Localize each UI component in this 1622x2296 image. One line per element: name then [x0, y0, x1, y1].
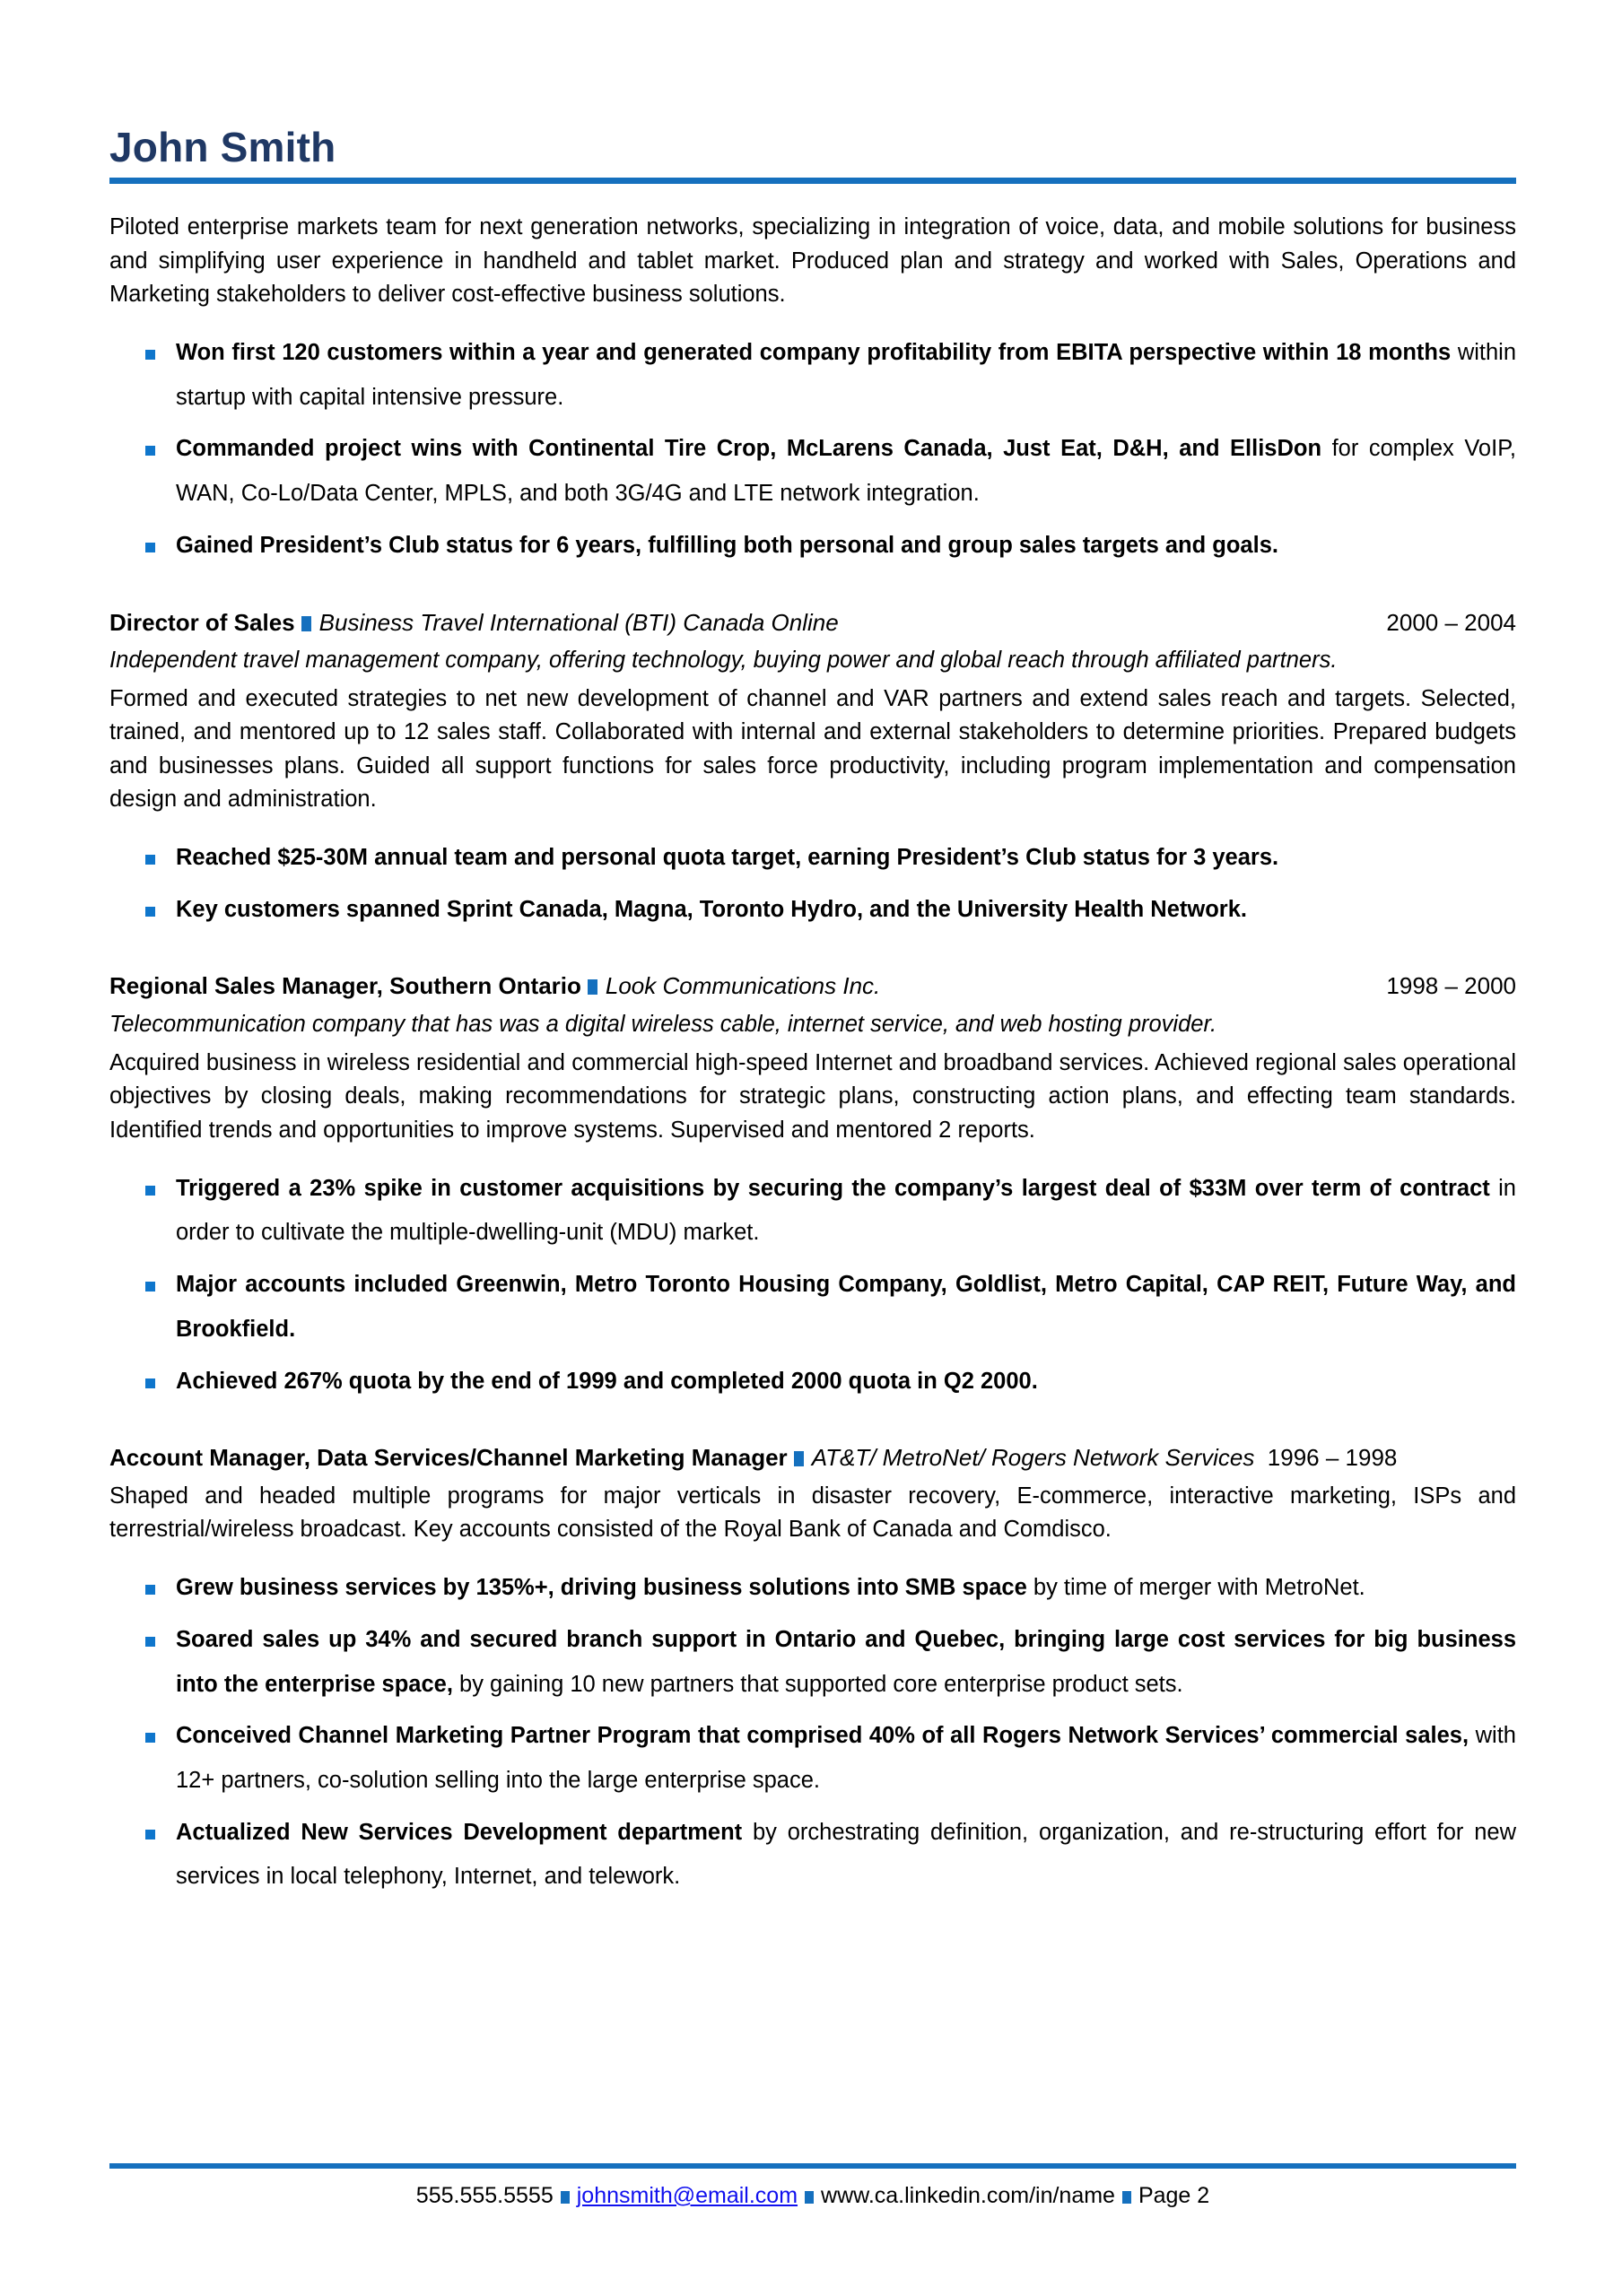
bullet-text: in order to cultivate the multiple-dwelling-unit (MDU) market. [176, 1175, 1516, 1246]
square-separator-icon [588, 979, 597, 995]
page-title: John Smith [109, 124, 336, 170]
square-separator-icon [805, 2191, 814, 2204]
job-bullet-list [109, 1566, 1516, 1900]
square-bullet-icon [145, 1830, 155, 1839]
square-bullet-icon [145, 446, 155, 456]
footer-email-link[interactable]: johnsmith@email.com [576, 2183, 798, 2208]
job-description: Formed and executed strategies to net new development of channel and VAR partners and extend sales reach and targets. Selected, trained, and mentored up to 12 sales staff. Collaborated with internal and external stakeholders to determine priorities. Prepared budgets and businesses plans. Guided all support functions for sales force productivity, including program implementation and compensation design and administration. [109, 686, 1516, 812]
bullet-emphasis-text: Reached $25-30M annual team and personal quota target, earning President’s Club status for 3 years. [176, 845, 1279, 871]
bullet-emphasis-text: Commanded project wins with Continental Tire Crop, McLarens Canada, Just Eat, D&H, and EllisDon [176, 436, 1322, 462]
square-bullet-icon [145, 1378, 155, 1388]
bullet-emphasis-text: Soared sales up 34% and secured branch support in Ontario and Quebec, bringing large cost services for big business into the enterprise space, [176, 1626, 1516, 1697]
job-description: Shaped and headed multiple programs for major verticals in disaster recovery, E-commerce, interactive marketing, ISPs and terrestrial/wireless broadcast. Key accounts consisted of the Royal Bank of Canada and Comdisco. [109, 1483, 1516, 1542]
job-description: Acquired business in wireless residential and commercial high-speed Internet and broadband services. Achieved regional sales operational objectives by closing deals, making recommendations for strategic plans, constructing action plans, and effecting team standards. Identified trends and opportunities to improve systems. Supervised and mentored 2 reports. [109, 1050, 1516, 1143]
job-title: Account Manager, Data Services/Channel Marketing Manager [109, 1444, 788, 1472]
bullet-text: for complex VoIP, WAN, Co-Lo/Data Center, MPLS, and both 3G/4G and LTE network integration. [176, 436, 1516, 507]
header-divider [109, 178, 1516, 184]
company-description: Telecommunication company that has was a digital wireless cable, internet service, and web hosting provider. [109, 1011, 1217, 1037]
experience-sections [109, 606, 1516, 1900]
experience-entry [109, 606, 1516, 933]
square-separator-icon [301, 616, 311, 631]
job-heading [109, 606, 1516, 639]
bullet-item [109, 1360, 1516, 1405]
job-dates: 1996 – 1998 [1267, 1444, 1398, 1472]
job-company: AT&T/ MetroNet/ Rogers Network Services [811, 1444, 1255, 1472]
bullet-item [109, 888, 1516, 933]
footer-linkedin: www.ca.linkedin.com/in/name [821, 2183, 1115, 2208]
bullet-item [109, 836, 1516, 881]
bullet-item [109, 1263, 1516, 1352]
bullet-item [109, 1618, 1516, 1707]
square-bullet-icon [145, 855, 155, 865]
square-bullet-icon [145, 1186, 155, 1196]
job-company: Look Communications Inc. [605, 972, 881, 1000]
job-title: Director of Sales [109, 608, 295, 636]
intro-bullet-list [109, 331, 1516, 569]
intro-paragraph: Piloted enterprise markets team for next generation networks, specializing in integration of voice, data, and mobile solutions for business and simplifying user experience in handheld and tablet market. Produced plan and strategy and worked with Sales, Operations and Marketing stakeholders to deliver cost-effective business solutions. [109, 214, 1516, 307]
bullet-item [109, 331, 1516, 420]
job-bullet-list [109, 836, 1516, 932]
job-heading-left [109, 970, 880, 1002]
square-bullet-icon [145, 1733, 155, 1743]
bullet-emphasis-text: Conceived Channel Marketing Partner Program that comprised 40% of all Rogers Network Services’ commercial sales, [176, 1723, 1469, 1749]
square-bullet-icon [145, 1585, 155, 1595]
square-separator-icon [794, 1451, 804, 1466]
bullet-item [109, 427, 1516, 516]
bullet-text: by time of merger with MetroNet. [1026, 1575, 1365, 1601]
bullet-emphasis-text: Key customers spanned Sprint Canada, Magna, Toronto Hydro, and the University Health Network. [176, 896, 1247, 922]
bullet-emphasis-text: Won first 120 customers within a year and generated company profitability from EBITA perspective within 18 months [176, 339, 1452, 365]
bullet-emphasis-text: Actualized New Services Development department [176, 1819, 743, 1845]
square-bullet-icon [145, 1282, 155, 1292]
footer-page-number: Page 2 [1138, 2183, 1210, 2208]
job-bullet-list [109, 1167, 1516, 1405]
footer-phone: 555.555.5555 [415, 2183, 554, 2208]
square-separator-icon [561, 2191, 570, 2204]
square-separator-icon [1122, 2191, 1131, 2204]
square-bullet-icon [145, 1637, 155, 1647]
resume-content [109, 0, 1516, 1900]
square-bullet-icon [145, 350, 155, 360]
job-heading-left [109, 1441, 1516, 1474]
bullet-text: by gaining 10 new partners that supported core enterprise product sets. [452, 1671, 1183, 1697]
job-title: Regional Sales Manager, Southern Ontario [109, 972, 581, 1000]
job-heading [109, 970, 1516, 1002]
job-dates: 2000 – 2004 [1386, 608, 1516, 636]
square-bullet-icon [145, 907, 155, 917]
footer-divider [109, 2163, 1516, 2169]
page-footer [109, 2163, 1516, 2211]
job-heading-left [109, 606, 839, 639]
bullet-item [109, 1811, 1516, 1900]
bullet-text: by orchestrating definition, organization, and re-structuring effort for new services in local telephony, Internet, and telework. [176, 1819, 1516, 1890]
experience-entry [109, 1441, 1516, 1900]
bullet-emphasis-text: Triggered a 23% spike in customer acquisitions by securing the company’s largest deal of $33M over term of contract [176, 1175, 1490, 1201]
bullet-emphasis-text: Grew business services by 135%+, driving business solutions into SMB space [176, 1575, 1027, 1601]
bullet-emphasis-text: Major accounts included Greenwin, Metro Toronto Housing Company, Goldlist, Metro Capital, CAP REIT, Future Way, and Brookfield. [176, 1272, 1516, 1342]
bullet-text: with 12+ partners, co-solution selling into the large enterprise space. [176, 1723, 1516, 1794]
bullet-item [109, 1167, 1516, 1256]
company-description: Independent travel management company, offering technology, buying power and global reach through affiliated partners. [109, 647, 1338, 673]
bullet-emphasis-text: Gained President’s Club status for 6 years, fulfilling both personal and group sales targets and goals. [176, 532, 1278, 558]
experience-entry [109, 970, 1516, 1404]
bullet-item [109, 1714, 1516, 1803]
job-dates: 1998 – 2000 [1386, 972, 1516, 1000]
job-heading [109, 1441, 1516, 1474]
square-bullet-icon [145, 543, 155, 552]
bullet-emphasis-text: Achieved 267% quota by the end of 1999 and completed 2000 quota in Q2 2000. [176, 1368, 1038, 1394]
job-company: Business Travel International (BTI) Canada Online [318, 608, 839, 636]
bullet-text: within startup with capital intensive pressure. [176, 339, 1517, 410]
bullet-item [109, 1566, 1516, 1611]
bullet-item [109, 524, 1516, 569]
footer-contact-line [109, 2181, 1516, 2211]
